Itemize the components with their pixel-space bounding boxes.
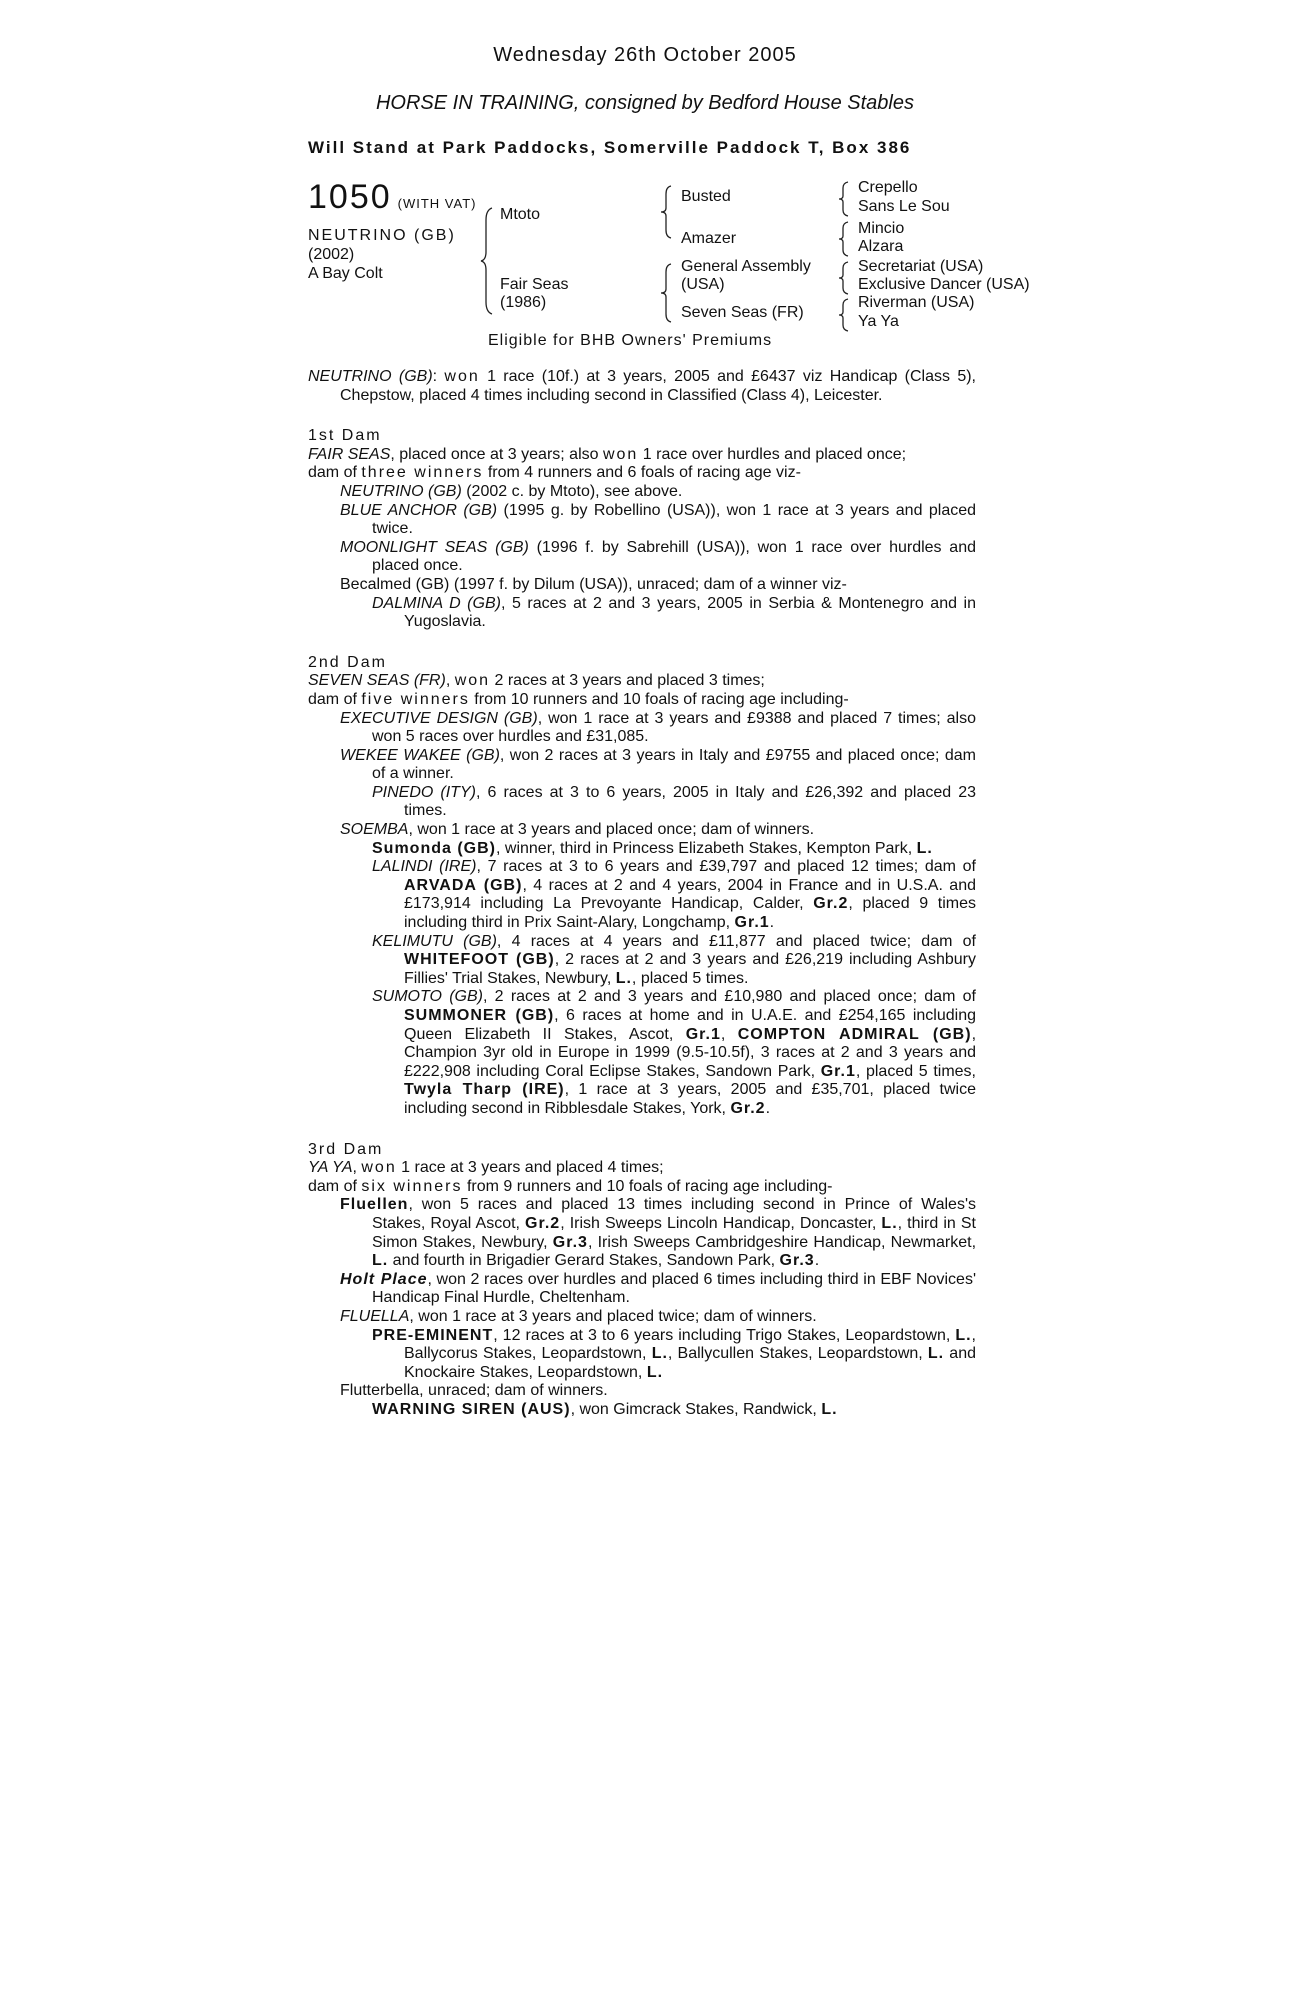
pedigree-brace-ggp-4 [838,297,850,333]
horse-record: NEUTRINO (GB): won 1 race (10f.) at 3 years, 2005 and £6437 viz Handicap (Class 5), Chepstow, placed 4 times including second in Classified (Class 4), Leicester. [308,368,977,404]
list-item: SOEMBA, won 1 race at 3 years and placed once; dam of winners. [340,821,815,839]
third-dam-produce-summary: dam of six winners from 9 runners and 10 foals of racing age including- [308,1177,833,1195]
eligibility-note: Eligible for BHB Owners' Premiums [488,332,773,349]
list-item: Becalmed (GB) (1997 f. by Dilum (USA)), unraced; dam of a winner viz- [340,575,847,593]
list-item: WEKEE WAKEE (GB), won 2 races at 3 years in Italy and £9755 and placed once; dam of a winner. [340,746,977,783]
pedigree-dam-dam: Seven Seas (FR) [681,304,804,321]
pedigree-ggp-2: Sans Le Sou [858,198,950,215]
pedigree-dam: Fair Seas [500,276,569,293]
pedigree-ggp-7: Riverman (USA) [858,294,975,311]
horse-year: (2002) [308,246,355,263]
vat-note: (WITH VAT) [397,196,477,211]
pedigree-ggp-1: Crepello [858,179,918,196]
horse-details [308,226,456,283]
sale-date: Wednesday 26th October 2005 [493,44,797,66]
consignment-line: HORSE IN TRAINING, consigned by Bedford House Stables [375,92,914,114]
pedigree-dam-sire: General Assembly [681,258,811,275]
pedigree-ggp-4: Alzara [858,238,904,255]
list-item: KELIMUTU (GB), 4 races at 4 years and £11,877 and placed twice; dam of WHITEFOOT (GB), 2 races at 2 and 3 years and £26,219 including Ashbury Fillies' Trial Stakes, Newbury, L., placed 5 times. [372,932,977,987]
third-dam-record: YA YA, won 1 race at 3 years and placed 4 times; [308,1159,664,1177]
pedigree-brace-ggp-2 [838,220,850,258]
horse-name: NEUTRINO (GB) [308,227,456,244]
pedigree-ggp-8: Ya Ya [858,313,899,330]
list-item: DALMINA D (GB), 5 races at 2 and 3 years, 2005 in Serbia & Montenegro and in Yugoslavia. [372,594,976,631]
pedigree-brace-dam [660,262,674,324]
pedigree-ggp-6: Exclusive Dancer (USA) [858,276,1030,293]
list-item: NEUTRINO (GB) (2002 c. by Mtoto), see above. [340,482,683,500]
pedigree-brace-ggp-1 [838,180,850,218]
pedigree-brace-sire [660,184,674,240]
pedigree-ggp-3: Mincio [858,220,905,237]
pedigree-ggp-5: Secretariat (USA) [858,258,984,275]
second-dam-record: SEVEN SEAS (FR), won 2 races at 3 years and placed 3 times; [308,672,765,690]
list-item: Sumonda (GB), winner, third in Princess Elizabeth Stakes, Kempton Park, L. [372,839,933,857]
first-dam-produce-summary: dam of three winners from 4 runners and 6 foals of racing age viz- [308,464,801,482]
pedigree-sire: Mtoto [500,206,541,223]
pedigree-brace-ggp-3 [838,260,850,296]
list-item: LALINDI (IRE), 7 races at 3 to 6 years and £39,797 and placed 12 times; dam of ARVADA (GB), 4 races at 2 and 4 years, 2004 in France and in U.S.A. and £173,914 including La Prevoyante Handicap, Calder, Gr.2, placed 9 times including third in Prix Saint-Alary, Longchamp, Gr.1. [372,858,977,932]
list-item: PINEDO (ITY), 6 races at 3 to 6 years, 2005 in Italy and £26,392 and placed 23 times. [372,783,977,820]
pedigree-brace-main [480,206,496,316]
list-item: BLUE ANCHOR (GB) (1995 g. by Robellino (USA)), won 1 race at 3 years and placed twice. [340,501,977,538]
pedigree-dam-year: (1986) [500,294,547,311]
list-item: Flutterbella, unraced; dam of winners. [340,1382,608,1400]
list-item: Holt Place, won 2 races over hurdles and placed 6 times including third in EBF Novices' Handicap Final Hurdle, Cheltenham. [340,1270,977,1307]
pedigree-sire-dam: Amazer [681,230,737,247]
second-dam-produce-summary: dam of five winners from 10 runners and 10 foals of racing age including- [308,690,849,708]
list-item: PRE-EMINENT, 12 races at 3 to 6 years including Trigo Stakes, Leopardstown, L., Ballycorus Stakes, Leopardstown, L., Ballycullen Stakes, Leopardstown, L. and Knockaire Stakes, Leopardstown, L. [372,1326,977,1381]
pedigree-sire-sire: Busted [681,188,731,205]
list-item: FLUELLA, won 1 race at 3 years and placed twice; dam of winners. [340,1307,817,1325]
pedigree-notes [308,368,976,1419]
list-item: SUMOTO (GB), 2 races at 2 and 3 years and £10,980 and placed once; dam of SUMMONER (GB), 6 races at home and in U.A.E. and £254,165 including Queen Elizabeth II Stakes, Ascot, Gr.1, COMPTON ADMIRAL (GB), Champion 3yr old in Europe in 1999 (9.5-10.5f), 3 races at 2 and 3 years and £222,908 including Coral Eclipse Stakes, Sandown Park, Gr.1, placed 5 times, Twyla Tharp (IRE), 1 race at 3 years, 2005 and £35,701, placed twice including second in Ribblesdale Stakes, York, Gr.2. [372,988,977,1117]
lot-number-block [308,178,476,217]
lot-number: 1050 [308,178,392,216]
first-dam-record: FAIR SEAS, placed once at 3 years; also won 1 race over hurdles and placed once; [308,445,907,463]
list-item: EXECUTIVE DESIGN (GB), won 1 race at 3 years and £9388 and placed 7 times; also won 5 races over hurdles and £31,085. [340,709,976,746]
list-item: MOONLIGHT SEAS (GB) (1996 f. by Sabrehill (USA)), won 1 race over hurdles and placed once. [340,538,976,575]
list-item: WARNING SIREN (AUS), won Gimcrack Stakes, Randwick, L. [372,1400,838,1418]
horse-description: A Bay Colt [308,265,383,282]
list-item: Fluellen, won 5 races and placed 13 times including second in Prince of Wales's Stakes, Royal Ascot, Gr.2, Irish Sweeps Lincoln Handicap, Doncaster, L., third in St Simon Stakes, Newbury, Gr.3, Irish Sweeps Cambridgeshire Handicap, Newmarket, L. and fourth in Brigadier Gerard Stakes, Sandown Park, Gr.3. [340,1196,977,1270]
third-dam-heading: 3rd Dam [308,1140,384,1158]
pedigree-dam-sire-country: (USA) [681,276,725,293]
second-dam-heading: 2nd Dam [308,653,387,671]
stand-location: Will Stand at Park Paddocks, Somerville Paddock T, Box 386 [308,138,912,157]
first-dam-heading: 1st Dam [308,427,382,445]
